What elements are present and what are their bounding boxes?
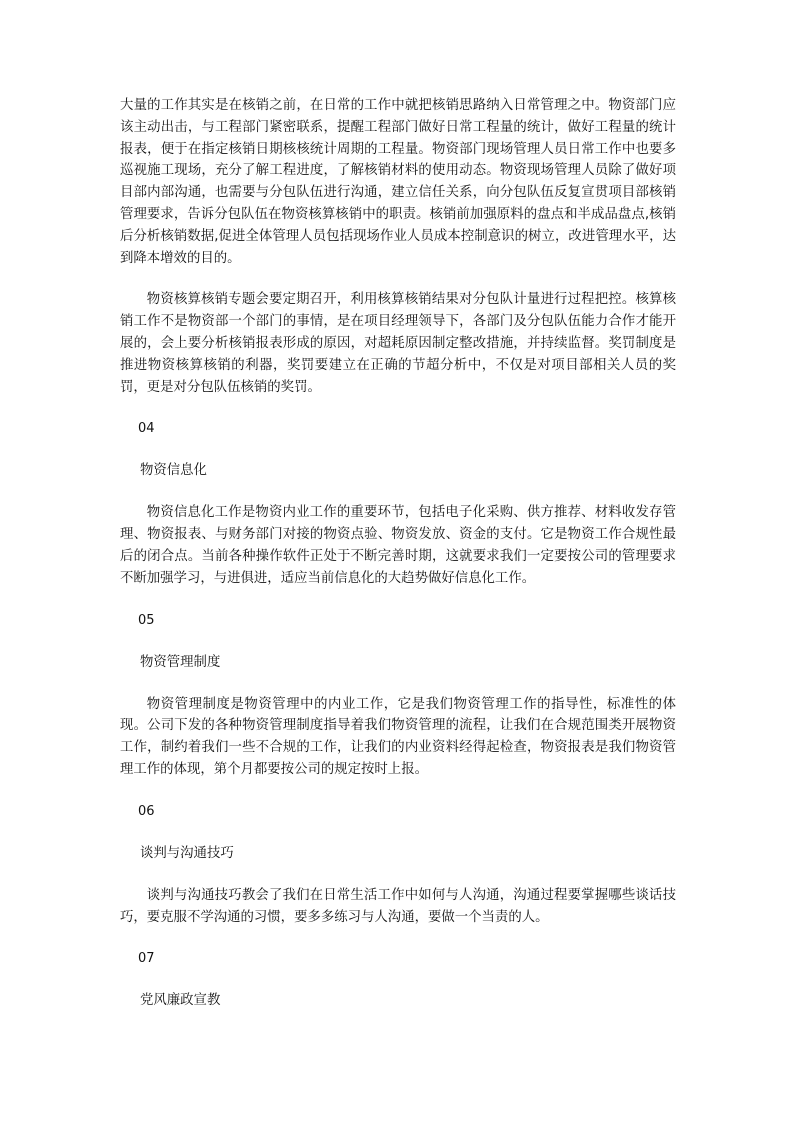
section-number: 05 xyxy=(138,612,155,628)
body-paragraph: 物资核算核销专题会要定期召开，利用核算核销结果对分包队计量进行过程把控。核算核销工作不是物资部一个部门的事情，是在项目经理领导下，各部门及分包队伍能力合作才能开展的，会上要分析核销报表形成的原因，对超耗原因制定整改措施，并持续监督。奖罚制度是推进物资核算核销的利器，奖罚要建立在正确的节超分析中，不仅是对项目部相关人员的奖罚，更是对分包队伍核销的奖罚。 xyxy=(120,292,676,395)
document-page xyxy=(120,95,676,1032)
section-title: 物资管理制度 xyxy=(140,654,221,670)
body-paragraph: 大量的工作其实是在核销之前，在日常的工作中就把核销思路纳入日常管理之中。物资部门应该主动出击，与工程部门紧密联系，提醒工程部门做好日常工程量的统计，做好工程量的统计报表，便于在指定核销日期核核统计周期的工程量。物资部门现场管理人员日常工作中也要多巡视施工现场，充分了解工程进度，了解核销材料的使用动态。物资现场管理人员除了做好项目部内部沟通，也需要与分包队伍进行沟通，建立信任关系，向分包队伍反复宣贯项目部核销管理要求，告诉分包队伍在物资核算核销中的职责。核销前加强原料的盘点和半成品盘点,核销后分析核销数据,促进全体管理人员包括现场作业人员成本控制意识的树立，改进管理水平，达到降本增效的目的。 xyxy=(120,98,676,266)
section-number: 07 xyxy=(138,951,155,967)
section-body: 谈判与沟通技巧教会了我们在日常生活工作中如何与人沟通，沟通过程要掌握哪些谈话技巧，要克服不学沟通的习惯，要多多练习与人沟通，要做一个当责的人。 xyxy=(120,887,676,925)
section-number: 06 xyxy=(138,803,155,819)
section-body: 物资管理制度是物资管理中的内业工作，它是我们物资管理工作的指导性，标准性的体现。公司下发的各种物资管理制度指导着我们物资管理的流程，让我们在合规范围类开展物资工作，制约着我们一些不合规的工作，让我们的内业资料经得起检查，物资报表是我们物资管理工作的体现，第个月都要按公司的规定按时上报。 xyxy=(120,696,676,777)
section-title: 党风廉政宣教 xyxy=(140,993,221,1009)
section-number: 04 xyxy=(138,421,155,437)
section-title: 物资信息化 xyxy=(140,463,207,479)
section-title: 谈判与沟通技巧 xyxy=(140,845,234,861)
section-body: 物资信息化工作是物资内业工作的重要环节，包括电子化采购、供方推荐、材料收发存管理、物资报表、与财务部门对接的物资点验、物资发放、资金的支付。它是物资工作合规性最后的闭合点。当前各种操作软件正处于不断完善时期，这就要求我们一定要按公司的管理要求不断加强学习，与进俱进，适应当前信息化的大趋势做好信息化工作。 xyxy=(120,505,676,586)
